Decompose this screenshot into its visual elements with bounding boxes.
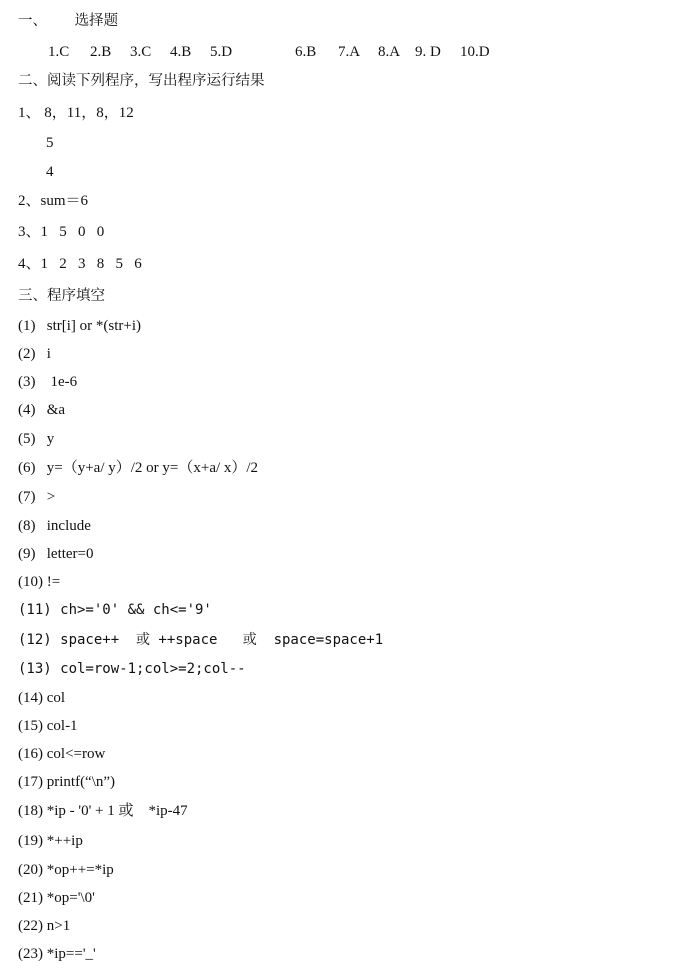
answer-10: 10.D	[460, 44, 490, 60]
answer-7: 7.A	[338, 44, 361, 60]
fill-item-9: (9) letter=0	[18, 546, 94, 562]
fill-item-8: (8) include	[18, 518, 91, 534]
fill-item-10: (10) !=	[18, 574, 61, 590]
fill-item-19: (19) *++ip	[18, 833, 83, 849]
answer-6: 6.B	[295, 44, 317, 60]
fill-item-2: (2) i	[18, 346, 51, 362]
fill-item-13: (13) col=row-1;col>=2;col--	[18, 661, 246, 677]
fill-item-14: (14) col	[18, 690, 66, 706]
answer-5: 5.D	[210, 44, 233, 60]
fill-item-12: (12) space++ 或 ++space 或 space=space+1	[18, 632, 384, 648]
fill-item-21: (21) *op='\0'	[18, 890, 95, 906]
answer-1: 1.C	[48, 44, 70, 60]
result-line-1: 1、 8，11，8，12	[18, 105, 134, 121]
fill-item-3: (3) 1e-6	[18, 374, 78, 390]
fill-item-20: (20) *op++=*ip	[18, 862, 114, 878]
fill-item-22: (22) n>1	[18, 918, 71, 934]
fill-item-7: (7) >	[18, 489, 56, 505]
fill-item-15: (15) col-1	[18, 718, 78, 734]
fill-item-17: (17) printf(“\n”)	[18, 774, 116, 790]
result-line-2: 5	[46, 135, 54, 151]
answer-9: 9. D	[415, 44, 441, 60]
choice-answers	[48, 42, 528, 62]
result-line-3: 4	[46, 164, 54, 180]
result-line-5: 3、1 5 0 0	[18, 224, 105, 240]
fill-item-6: (6) y=（y+a/ y）/2 or y=（x+a/ x）/2	[18, 460, 259, 476]
answer-4: 4.B	[170, 44, 192, 60]
fill-item-23: (23) *ip=='_'	[18, 946, 96, 962]
fill-item-11: (11) ch>='0' && ch<='9'	[18, 602, 212, 618]
answer-2: 2.B	[90, 44, 112, 60]
section1-title: 一、 选择题	[18, 13, 119, 29]
fill-item-4: (4) &a	[18, 402, 66, 418]
answer-3: 3.C	[130, 44, 152, 60]
fill-item-1: (1) str[i] or *(str+i)	[18, 318, 142, 334]
result-line-6: 4、1 2 3 8 5 6	[18, 256, 142, 272]
result-line-4: 2、sum＝6	[18, 193, 89, 209]
fill-item-5: (5) y	[18, 431, 55, 447]
section3-title: 三、程序填空	[18, 288, 105, 304]
answer-8: 8.A	[378, 44, 401, 60]
fill-item-18: (18) *ip - '0' + 1 或 *ip-47	[18, 803, 188, 819]
section2-title: 二、阅读下列程序，写出程序运行结果	[18, 73, 265, 89]
fill-item-16: (16) col<=row	[18, 746, 106, 762]
